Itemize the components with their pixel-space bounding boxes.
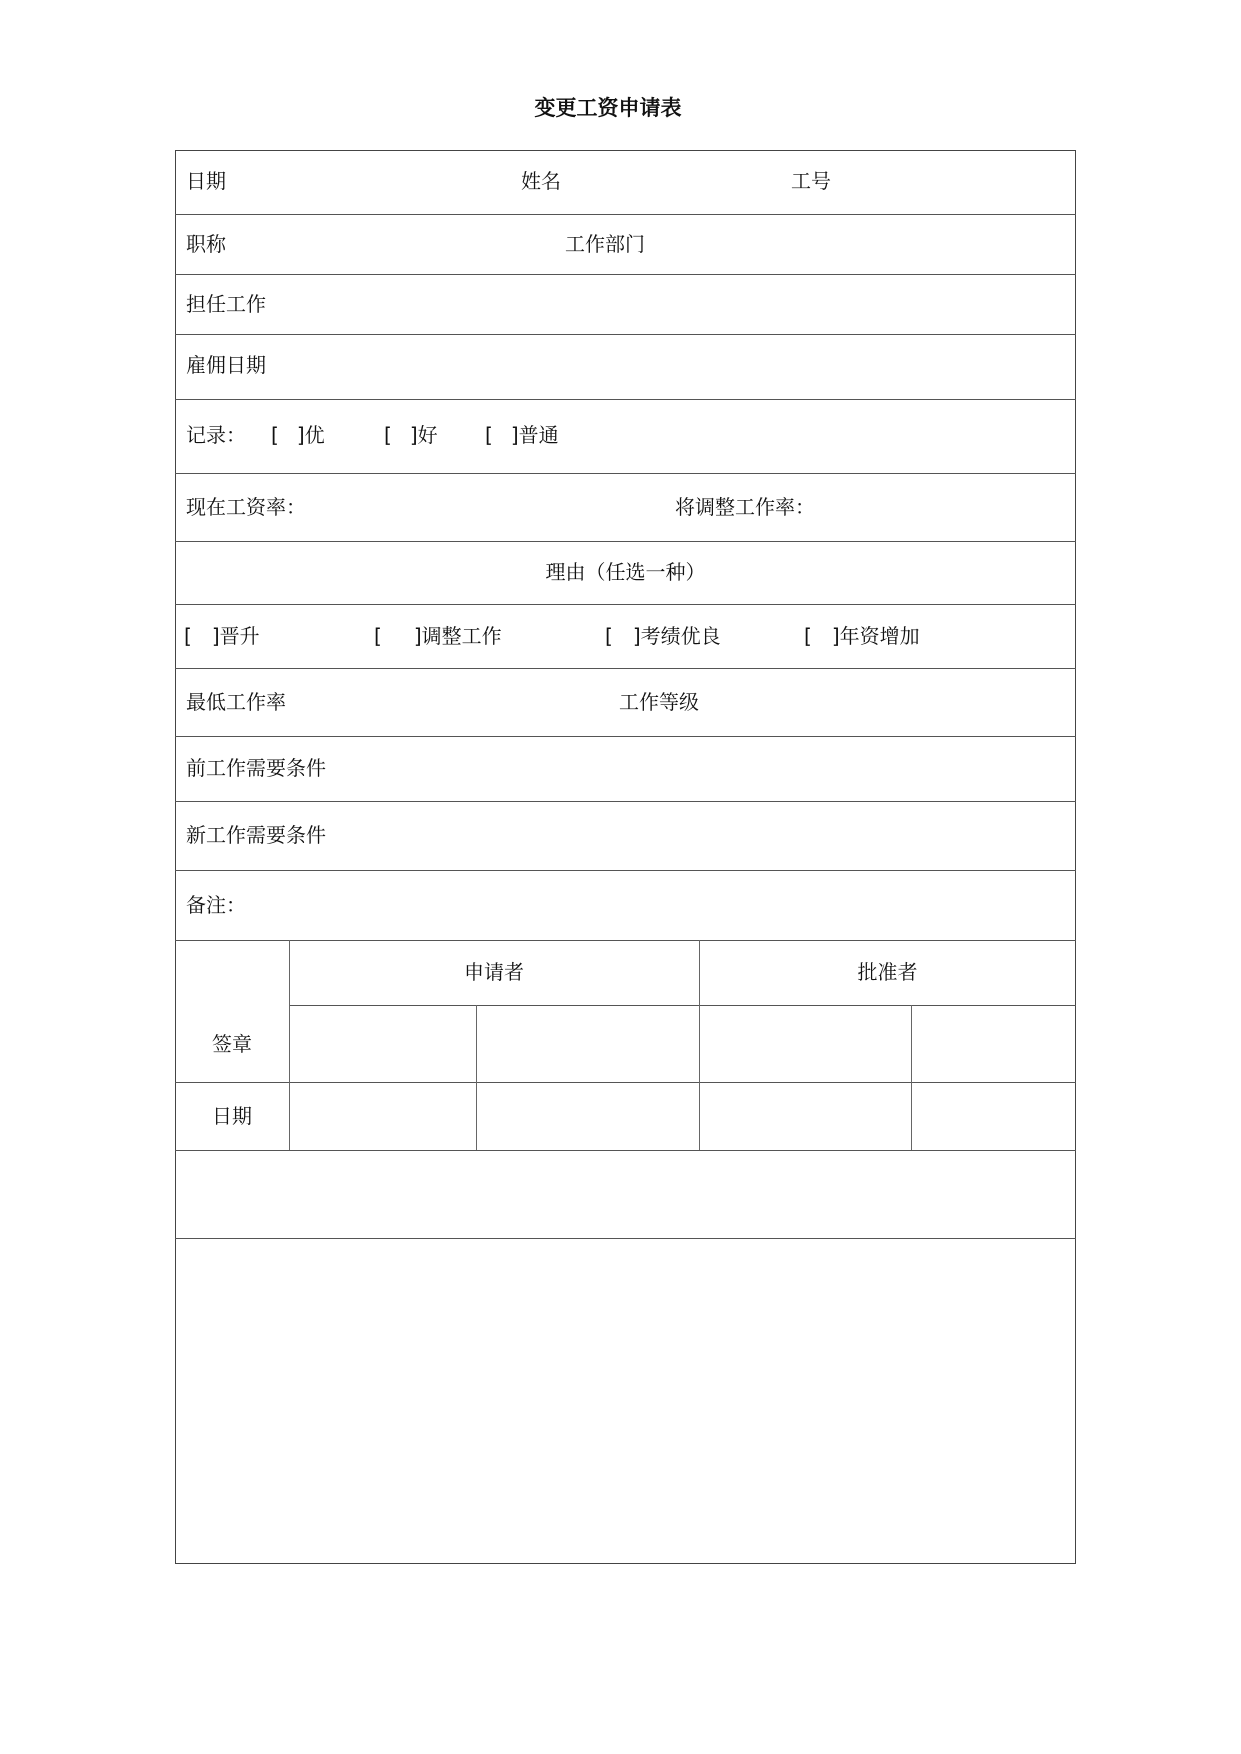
reason-option-label: 调整工作 <box>421 624 502 648</box>
checkbox-close: ] <box>413 624 422 648</box>
reason-option-label: 年资增加 <box>839 624 920 648</box>
row-divider <box>175 801 1076 802</box>
row-divider <box>175 1238 1076 1239</box>
checkbox-close: ] <box>831 624 840 648</box>
applicant-date-cell-2[interactable] <box>478 1084 697 1148</box>
employee-id-label: 工号 <box>791 169 831 193</box>
approver-seal-cell-1[interactable] <box>701 1007 909 1080</box>
previous-requirements-label: 前工作需要条件 <box>186 756 326 780</box>
reason-option-label: 考绩优良 <box>640 624 721 648</box>
min-rate-label: 最低工作率 <box>186 690 286 714</box>
checkbox-open: [ <box>184 624 192 648</box>
row-divider <box>175 870 1076 871</box>
applicant-date-cell-1[interactable] <box>291 1084 474 1148</box>
record-label: 记录： <box>186 423 246 447</box>
hire-date-label: 雇佣日期 <box>186 353 266 377</box>
approver-seal-cell-2[interactable] <box>913 1007 1074 1080</box>
checkbox-close: ] <box>510 423 519 447</box>
col-divider <box>911 1005 912 1150</box>
row-divider <box>175 940 1076 941</box>
duty-label: 担任工作 <box>186 292 266 316</box>
applicant-header: 申请者 <box>464 960 524 984</box>
checkbox-open: [ <box>605 624 613 648</box>
page-title: 变更工资申请表 <box>534 96 682 120</box>
record-option-label: 优 <box>304 423 325 447</box>
row-divider <box>175 1082 1076 1083</box>
record-option-label: 普通 <box>518 423 559 447</box>
reason-option-promotion[interactable] <box>184 624 260 648</box>
job-grade-label: 工作等级 <box>619 690 699 714</box>
checkbox-open: [ <box>384 423 392 447</box>
seal-label: 签章 <box>212 1032 252 1056</box>
new-requirements-label: 新工作需要条件 <box>186 823 326 847</box>
adjusted-rate-label: 将调整工作率： <box>675 495 815 519</box>
checkbox-open: [ <box>485 423 493 447</box>
checkbox-open: [ <box>804 624 812 648</box>
row-divider <box>175 274 1076 275</box>
row-divider <box>175 736 1076 737</box>
sign-date-label: 日期 <box>212 1104 252 1128</box>
approver-date-cell-1[interactable] <box>701 1084 909 1148</box>
checkbox-close: ] <box>409 423 418 447</box>
department-label: 工作部门 <box>565 232 645 256</box>
applicant-seal-cell-1[interactable] <box>291 1007 474 1080</box>
date-label: 日期 <box>186 169 226 193</box>
job-title-label: 职称 <box>186 232 226 256</box>
record-option-good[interactable] <box>384 423 438 447</box>
row-divider <box>175 604 1076 605</box>
row-divider <box>289 1005 1076 1006</box>
reason-option-seniority[interactable] <box>804 624 920 648</box>
remarks-label: 备注： <box>186 893 246 917</box>
record-option-average[interactable] <box>485 423 559 447</box>
reason-option-performance[interactable] <box>605 624 721 648</box>
record-option-label: 好 <box>417 423 438 447</box>
checkbox-close: ] <box>211 624 220 648</box>
applicant-seal-cell-2[interactable] <box>478 1007 697 1080</box>
row-divider <box>175 473 1076 474</box>
row-divider <box>175 541 1076 542</box>
current-rate-label: 现在工资率： <box>186 495 306 519</box>
checkbox-open: [ <box>374 624 382 648</box>
name-label: 姓名 <box>521 169 561 193</box>
checkbox-close: ] <box>296 423 305 447</box>
reason-option-label: 晋升 <box>219 624 260 648</box>
col-divider <box>476 1005 477 1150</box>
record-option-excellent[interactable] <box>271 423 325 447</box>
approver-date-cell-2[interactable] <box>913 1084 1074 1148</box>
form-frame <box>175 150 1076 1564</box>
row-divider <box>175 214 1076 215</box>
checkbox-close: ] <box>632 624 641 648</box>
reason-option-transfer[interactable] <box>374 624 502 648</box>
row-divider <box>175 1150 1076 1151</box>
row-divider <box>175 334 1076 335</box>
checkbox-open: [ <box>271 423 279 447</box>
approver-header: 批准者 <box>857 960 918 984</box>
reason-heading: 理由（任选一种） <box>545 560 706 584</box>
row-divider <box>175 668 1076 669</box>
row-divider <box>175 399 1076 400</box>
